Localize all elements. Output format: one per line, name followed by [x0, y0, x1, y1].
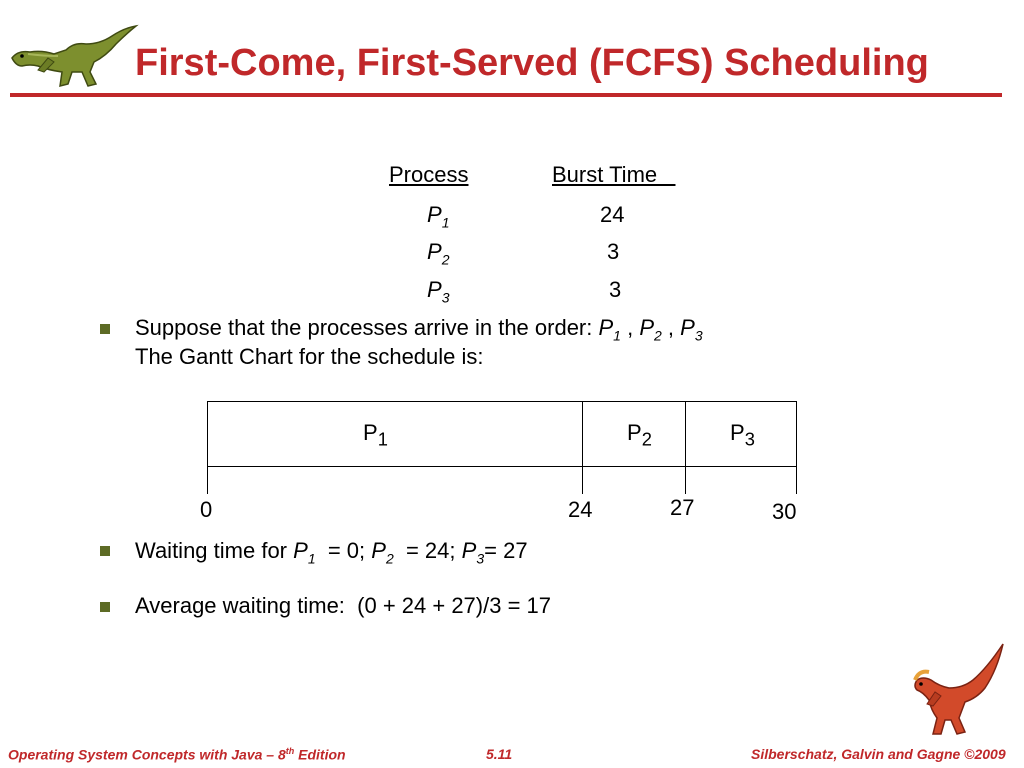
gantt-divider: [207, 401, 208, 494]
table-cell-burst: 24: [600, 202, 625, 227]
table-cell-process: $P_3$: [427, 277, 450, 306]
gantt-block-label: $P_3$: [730, 420, 755, 450]
gantt-time-tick: 0: [200, 497, 213, 522]
table-header-burst-time: Burst Time: [552, 162, 676, 187]
bullet-average-waiting: Average waiting time: (0 + 24 + 27)/3 = 17: [135, 593, 552, 618]
bullet-arrival-order: Suppose that the processes arrive in the order: $P_1$ , $P_2$ , $P_3$: [135, 315, 703, 344]
bullet-waiting-time: Waiting time for $P_1 = 0$; $P_2 = 24$; $P_3= 27$: [135, 538, 528, 567]
table-header-process: Process: [389, 162, 469, 187]
slide-title: First-Come, First-Served (FCFS) Scheduling: [135, 42, 929, 84]
gantt-time-tick: 30: [772, 499, 797, 524]
table-cell-burst: 3: [607, 239, 620, 264]
gantt-divider: [685, 401, 686, 494]
gantt-divider: [582, 401, 583, 494]
gantt-top-border: [207, 401, 797, 402]
gantt-block-label: $P_2$: [627, 420, 652, 450]
table-cell-burst: 3: [609, 277, 622, 302]
table-cell-process: $P_2$: [427, 239, 450, 268]
gantt-divider: [796, 401, 797, 494]
footer-page-number: 5.11: [486, 746, 513, 762]
gantt-time-tick: 24: [568, 497, 593, 522]
bullet-marker: [100, 546, 110, 556]
gantt-intro-text: The Gantt Chart for the schedule is:: [135, 344, 484, 369]
gantt-block-label: $P_1$: [363, 420, 388, 450]
bullet-marker: [100, 324, 110, 334]
dinosaur-icon: [905, 640, 1009, 740]
dinosaur-icon: [8, 14, 140, 92]
footer-copyright: Silberschatz, Galvin and Gagne ©2009: [751, 746, 1006, 762]
bullet-marker: [100, 602, 110, 612]
title-divider: [10, 93, 1002, 97]
table-cell-process: $P_1$: [427, 202, 450, 231]
footer-book-title: Operating System Concepts with Java – 8th Edition: [8, 746, 346, 763]
gantt-bottom-border: [207, 466, 797, 467]
gantt-time-tick: 27: [670, 495, 695, 520]
